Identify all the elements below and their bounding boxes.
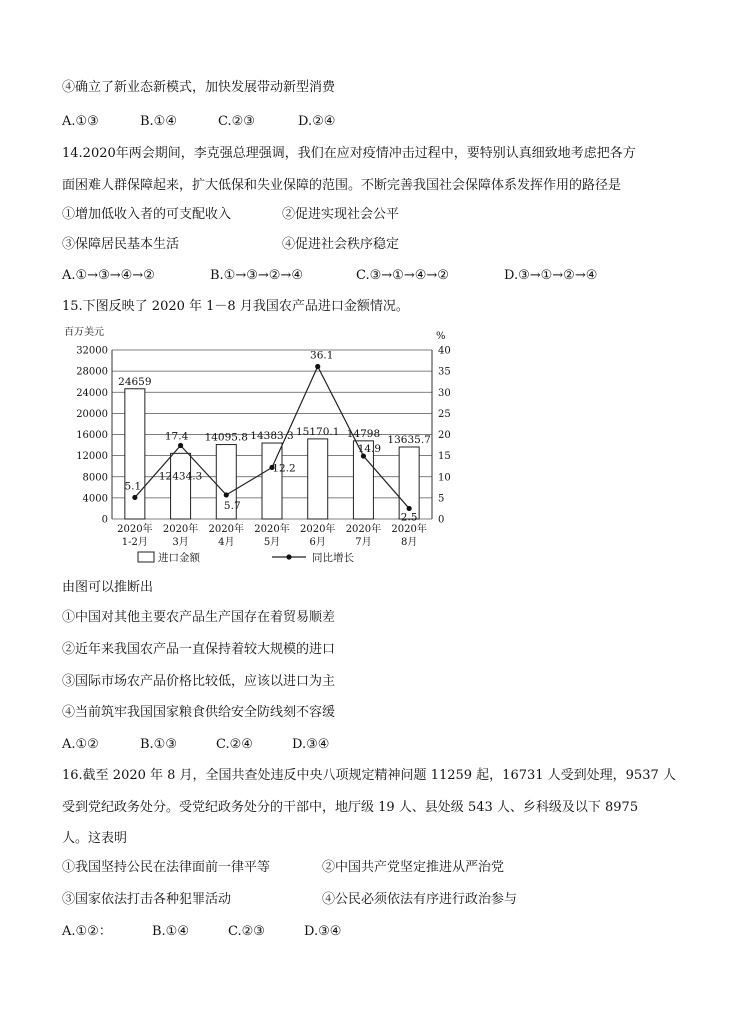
y-tick-label: 0 — [101, 514, 108, 526]
y2-axis-title: % — [436, 331, 446, 342]
y-tick-label: 28000 — [76, 366, 108, 378]
q16-stem-line3: 人。这表明 — [62, 831, 128, 846]
y-tick-label: 24000 — [76, 387, 108, 399]
q14-stem-line1: 14.2020年两会期间，李克强总理强调，我们在应对疫情冲击过程中，要特别认真细致地考虑把各方 — [62, 146, 636, 161]
x-tick-label: 6月 — [309, 537, 326, 548]
y2-tick-label: 35 — [438, 366, 451, 378]
q16-option-c: C.②③ — [228, 924, 265, 939]
q16-item2: ②中国共产党坚定推进从严治党 — [322, 860, 505, 875]
x-tick-label: 3月 — [172, 537, 189, 548]
q15-inference: 由图可以推断出 — [62, 580, 154, 595]
legend-line-label: 同比增长 — [312, 552, 354, 564]
q13-option-b: B.①④ — [140, 114, 177, 129]
y2-tick-label: 15 — [438, 451, 451, 463]
y2-tick-label: 40 — [438, 345, 451, 357]
q15-item2: ②近年来我国农产品一直保持着较大规模的进口 — [62, 642, 336, 657]
y-tick-label: 32000 — [76, 345, 108, 357]
growth-point — [178, 443, 183, 448]
q14-option-b: B.①→③→②→④ — [210, 268, 303, 283]
x-tick-label: 1-2月 — [121, 537, 148, 548]
q16-item1: ①我国坚持公民在法律面前一律平等 — [62, 860, 271, 875]
q15-item3: ③国际市场农产品价格比较低，应该以进口为主 — [62, 674, 336, 689]
bar — [171, 453, 191, 519]
q14-options — [62, 266, 597, 286]
q14-item3: ③保障居民基本生活 — [62, 237, 180, 252]
growth-point — [224, 492, 229, 497]
growth-value-label: 36.1 — [310, 349, 334, 362]
growth-value-label: 17.4 — [164, 430, 189, 443]
x-tick-label: 4月 — [218, 537, 235, 548]
y-axis-title: 百万美元 — [64, 327, 104, 338]
q14-option-d: D.③→①→②→④ — [504, 268, 598, 283]
q15-item1: ①中国对其他主要农产品生产国存在着贸易顺差 — [62, 610, 336, 625]
q13-options — [62, 112, 335, 132]
x-tick-label: 2020年 — [208, 524, 245, 535]
q13-option-d: D.②④ — [298, 114, 336, 129]
growth-point — [132, 495, 137, 500]
q16-item4: ④公民必须依法有序进行政治参与 — [322, 892, 518, 907]
growth-value-label: 5.7 — [223, 499, 241, 512]
q15-stem: 15.下图反映了 2020 年 1－8 月我国农产品进口金额情况。 — [62, 299, 409, 314]
q13-option-a: A.①③ — [62, 114, 99, 129]
bar-value-label: 14095.8 — [204, 431, 248, 444]
import-chart-svg — [60, 322, 460, 568]
y-tick-label: 20000 — [76, 408, 108, 420]
bar-value-label: 24659 — [118, 375, 152, 388]
growth-point — [315, 364, 320, 369]
y2-tick-label: 20 — [438, 430, 451, 441]
bar-value-label: 14798 — [346, 427, 381, 440]
growth-point — [407, 506, 412, 511]
bar-value-label: 14383.3 — [250, 430, 294, 443]
x-tick-label: 8月 — [400, 537, 418, 548]
q15-option-d: D.③④ — [292, 737, 330, 752]
q15-option-c: C.②④ — [216, 737, 253, 752]
q14-option-a: A.①→③→④→② — [62, 268, 155, 283]
x-tick-label: 5月 — [263, 537, 281, 548]
growth-value-label: 5.1 — [124, 480, 142, 493]
growth-value-label: 2.5 — [400, 511, 418, 524]
legend-bar-label: 进口金额 — [158, 552, 200, 564]
bar — [262, 443, 282, 519]
q14-option-c: C.③→①→④→② — [356, 268, 449, 283]
legend-bar-swatch — [138, 552, 154, 562]
x-tick-label: 2020年 — [299, 524, 336, 535]
q16-option-b: B.①④ — [152, 924, 189, 939]
y2-tick-label: 5 — [438, 493, 445, 505]
q14-item4: ④促进社会秩序稳定 — [282, 237, 400, 252]
q16-stem-line2: 受到党纪政务处分。受党纪政务处分的干部中，地厅级 19 人、县处级 543 人、乡科级及以下 8975 — [62, 800, 639, 815]
bar-value-label: 15170.1 — [296, 425, 340, 438]
q13-option-c: C.②③ — [218, 114, 255, 129]
q13-item4: ④确立了新业态新模式，加快发展带动新型消费 — [62, 80, 336, 95]
q16-option-a: A.①②： — [62, 924, 112, 939]
q15-options — [62, 735, 329, 755]
y-tick-label: 8000 — [82, 472, 108, 484]
x-tick-label: 2020年 — [117, 524, 153, 535]
bar-value-label: 12434.3 — [158, 470, 203, 483]
x-tick-label: 2020年 — [345, 524, 382, 535]
growth-value-label: 12.2 — [272, 462, 296, 475]
y2-tick-label: 10 — [438, 472, 451, 484]
q16-options — [62, 922, 341, 942]
x-tick-label: 2020年 — [254, 524, 290, 535]
x-tick-label: 2020年 — [162, 524, 199, 535]
x-tick-label: 2020年 — [391, 524, 427, 535]
y2-tick-label: 25 — [438, 408, 451, 420]
y2-tick-label: 30 — [438, 387, 451, 399]
q16-stem-line1: 16.截至 2020 年 8 月，全国共查处违反中央八项规定精神问题 11259 起，16731 人受到处理，9537 人 — [62, 768, 676, 783]
y-tick-label: 4000 — [82, 493, 108, 505]
q15-option-a: A.①② — [62, 737, 99, 752]
q15-option-b: B.①③ — [140, 737, 177, 752]
y-tick-label: 12000 — [76, 451, 108, 463]
y-tick-label: 16000 — [76, 430, 108, 441]
q16-option-d: D.③④ — [304, 924, 342, 939]
growth-value-label: 14.9 — [357, 443, 382, 456]
q16-item3: ③国家依法打击各种犯罪活动 — [62, 892, 232, 907]
y2-tick-label: 0 — [438, 514, 445, 526]
bar-value-label: 13635.7 — [387, 433, 431, 446]
bar — [308, 439, 328, 519]
q14-item2: ②促进实现社会公平 — [282, 207, 400, 222]
q14-item1: ①增加低收入者的可支配收入 — [62, 207, 232, 222]
q14-stem-line2: 面困难人群保障起来，扩大低保和失业保障的范围。不断完善我国社会保障体系发挥作用的路径是 — [62, 178, 622, 193]
legend-line-marker — [286, 554, 291, 559]
import-chart — [60, 322, 460, 568]
x-tick-label: 7月 — [355, 537, 372, 548]
q15-item4: ④当前筑牢我国国家粮食供给安全防线刻不容缓 — [62, 705, 336, 720]
